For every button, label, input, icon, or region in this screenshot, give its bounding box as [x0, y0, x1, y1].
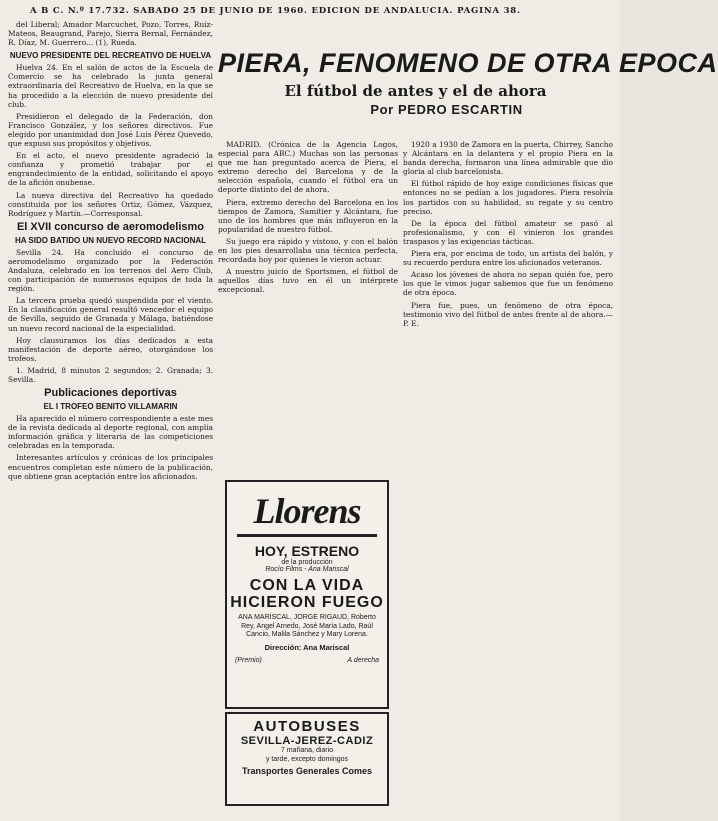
- left-column: [8, 20, 213, 815]
- ad-footer-left: (Premio): [235, 656, 262, 664]
- paragraph: Ha aparecido el número correspondiente a este mes de la revista dedicada al deporte regional, con amplia información gráfica y literaria de las competiciones celebradas en la temporada.: [8, 414, 213, 451]
- section-title-publicaciones: Publicaciones deportivas: [44, 387, 177, 400]
- paragraph: 1920 a 1930 de Zamora en la puerta, Chirrey, Sancho y Alcántara en la delantera y el propio Piera en la banda derecha, formaron una línea admirable que dio gloria al club barcelonista.: [403, 140, 613, 177]
- paragraph: El fútbol rápido de hoy exige condiciones físicas que entonces no se pedían a los jugadores. Piera resolvía los partidos con su habilidad, su regate y su centro preciso.: [403, 179, 613, 216]
- left-intro: del Liberal; Amador Marcuchet, Pozo, Torres, Ruiz-Mateos, Beaugrand, Parejo, Sierra Bernal, Fernández, R. Díaz, M. Guerrero... (1), Rueda.: [8, 20, 213, 48]
- paragraph: Acaso los jóvenes de ahora no sepan quién fue, pero los que le vimos jugar sabemos que fue un fenómeno de otra época.: [403, 270, 613, 298]
- section-title-aeromodelismo: El XVII concurso de aeromodelismo: [16, 220, 205, 233]
- ad-production-line: de la producción: [281, 559, 333, 566]
- paragraph: Presidieron el delegado de la Federación, don Francisco González, y los señores directivos. Fue elegido por unanimidad don José Luis Pérez Quevedo, que expuso sus propósitos y objetivos.: [8, 111, 213, 149]
- paragraph: 1. Madrid, 8 minutos 2 segundos; 2. Granada; 3. Sevilla.: [8, 365, 213, 384]
- article-subhead: El fútbol de antes y el de ahora: [284, 82, 547, 100]
- middle-column: [218, 140, 398, 475]
- paragraph: Su juego era rápido y vistoso, y con el balón en los pies desarrollaba una técnica perfecta, recordada hoy por quienes le vieron actuar.: [218, 236, 398, 265]
- bus-advertisement: [225, 712, 389, 806]
- paragraph: A nuestro juicio de Sportsmen, el fútbol de aquellos días tuvo en él un intérprete excepcional.: [218, 267, 398, 295]
- ad-footer: [235, 657, 379, 664]
- ad-premiere-line: HOY, ESTRENO: [254, 543, 360, 559]
- ad-footer-right: A derecha: [347, 656, 379, 664]
- ad-cast: ANA MARISCAL, JORGE RIGAUD, Roberto Rey, Angel Arnedo, José María Lado, Raúl Cancio, Malila Sánchez y Mary Lorena.: [238, 614, 376, 638]
- paragraph: Piera fue, pues, un fenómeno de otra época, testimonio vivo del fútbol de antes frente al de ahora.—P. E.: [403, 300, 613, 328]
- bus-ad-company: Transportes Generales Comes: [241, 766, 373, 776]
- bus-ad-title: AUTOBUSES: [253, 718, 361, 735]
- divider: [237, 534, 377, 537]
- cinema-logo: Llorens: [253, 491, 361, 531]
- paragraph: Piera era, por encima de todo, un artista del balón, y su recuerdo perdura entre los aficionados veteranos.: [403, 249, 613, 268]
- right-column: [403, 140, 613, 810]
- ad-film-title: CON LA VIDA HICIERON FUEGO: [230, 577, 384, 611]
- ad-producer-line: Rocío Films - Ana Mariscal: [265, 566, 349, 573]
- section-title-recreativo: NUEVO PRESIDENTE DEL RECREATIVO DE HUELVA: [9, 51, 212, 61]
- paragraph: Hoy clausuramos los días dedicados a esta manifestación de deporte aéreo, otorgándose los trofeos.: [8, 335, 213, 363]
- paragraph: La nueva directiva del Recreativo ha quedado constituida por los señores Ortiz, Gómez, Vázquez, Rodríguez y Martín.—Corresponsal.: [8, 190, 213, 218]
- paragraph: De la época del fútbol amateur se pasó al profesionalismo, y con él vinieron los grandes traspasos y las exigencias tácticas.: [403, 218, 613, 246]
- section-subtitle-trofeo: EL I TROFEO BENITO VILLAMARIN: [43, 402, 178, 412]
- paragraph: Huelva 24. En el salón de actos de la Escuela de Comercio se ha celebrado la junta general extraordinaria del Recreativo de Huelva, en la que se ha procedido a la elección de nuevo presidente del club.: [8, 63, 213, 109]
- section-subtitle-record: HA SIDO BATIDO UN NUEVO RECORD NACIONAL: [14, 235, 207, 245]
- article-headline: PIERA, FENOMENO DE OTRA EPOCA: [218, 48, 718, 78]
- bus-ad-route: SEVILLA-JEREZ-CADIZ: [240, 735, 374, 747]
- cinema-advertisement: [225, 480, 389, 709]
- paragraph: En el acto, el nuevo presidente agradeció la confianza y prometió trabajar por el engrandecimiento de la entidad, solicitando el apoyo de la afición onubense.: [8, 151, 213, 188]
- paragraph: Interesantes artículos y crónicas de los principales encuentros completan este número de la publicación, que obtiene gran aceptación entre los aficionados.: [8, 453, 213, 481]
- bus-ad-schedule-2: y tarde, excepto domingos: [265, 755, 349, 763]
- ad-director: Dirección: Ana Mariscal: [264, 642, 350, 652]
- paragraph: Piera, extremo derecho del Barcelona en los tiempos de Zamora, Samitier y Alcántara, fue uno de los hombres que más influyeron en la popularidad de nuestro fútbol.: [218, 197, 398, 234]
- paragraph: MADRID. (Crónica de la Agencia Logos, especial para ABC.) Muchas son las personas que me han preguntado acerca de Piera, el extremo derecho del Barcelona y de la selección española, cuando el fútbol era un deporte distinto del de ahora.: [218, 140, 398, 195]
- article-byline: Por PEDRO ESCARTIN: [370, 102, 523, 117]
- bus-ad-schedule: 7 mañana, diario: [280, 747, 334, 754]
- running-head: A B C. N.º 17.732. SABADO 25 DE JUNIO DE 1960. EDICION DE ANDALUCIA. PAGINA 38.: [30, 6, 521, 16]
- paragraph: La tercera prueba quedó suspendida por el viento. En la clasificación general resultó vencedor el equipo de Sevilla, seguido de Granada y Málaga, batiéndose un nuevo record nacional de la especialidad.: [8, 296, 213, 333]
- paragraph: Sevilla 24. Ha concluido el concurso de aeromodelismo organizado por la Federación Andaluza, celebrado en los terrenos del Aero Club, con participación de numerosos equipos de toda la región.: [8, 247, 213, 294]
